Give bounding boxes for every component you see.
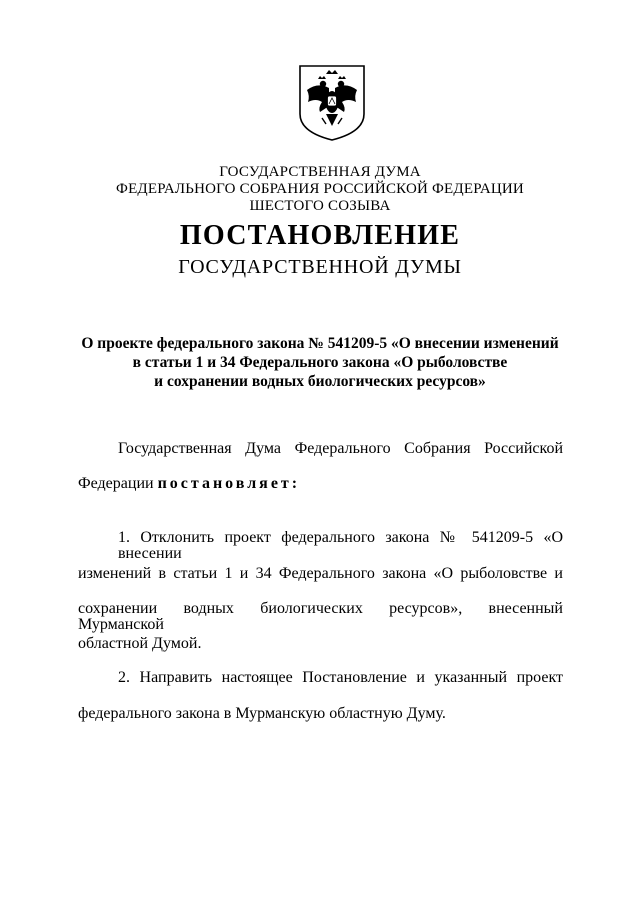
subject-line-2: в статьи 1 и 34 Федерального закона «О рыболовстве <box>132 354 508 371</box>
document-subtitle: ГОСУДАРСТВЕННОЙ ДУМЫ <box>178 256 462 278</box>
item1-line-1: 1. Отклонить проект федерального закона № 541209-5 «О внесении <box>118 529 563 562</box>
preamble-line-1: Государственная Дума Федерального Собрания Российской <box>118 440 563 457</box>
header-parliament: ГОСУДАРСТВЕННАЯ ДУМА <box>219 164 421 180</box>
subject-line-3: и сохранении водных биологических ресурсов» <box>154 373 486 390</box>
item2-line-1: 2. Направить настоящее Постановление и указанный проект <box>118 669 563 686</box>
document-title: ПОСТАНОВЛЕНИЕ <box>179 220 461 251</box>
coat-of-arms-icon <box>296 62 368 142</box>
header-assembly: ФЕДЕРАЛЬНОГО СОБРАНИЯ РОССИЙСКОЙ ФЕДЕРАЦИИ <box>116 181 524 197</box>
item1-line-2: изменений в статьи 1 и 34 Федерального закона «О рыболовстве и <box>78 565 563 582</box>
item1-line-3: сохранении водных биологических ресурсов», внесенный Мурманской <box>78 600 563 633</box>
resolves-phrase: постановляет: <box>157 475 301 492</box>
item2-line-2: федерального закона в Мурманскую областную Думу. <box>78 705 446 722</box>
preamble-line-2 <box>78 476 563 492</box>
item1-line-4: областной Думой. <box>78 635 202 652</box>
header-convocation: ШЕСТОГО СОЗЫВА <box>249 198 391 214</box>
preamble-text: Федерации <box>78 475 154 492</box>
subject-line-1: О проекте федерального закона № 541209-5 «О внесении изменений <box>81 335 559 352</box>
